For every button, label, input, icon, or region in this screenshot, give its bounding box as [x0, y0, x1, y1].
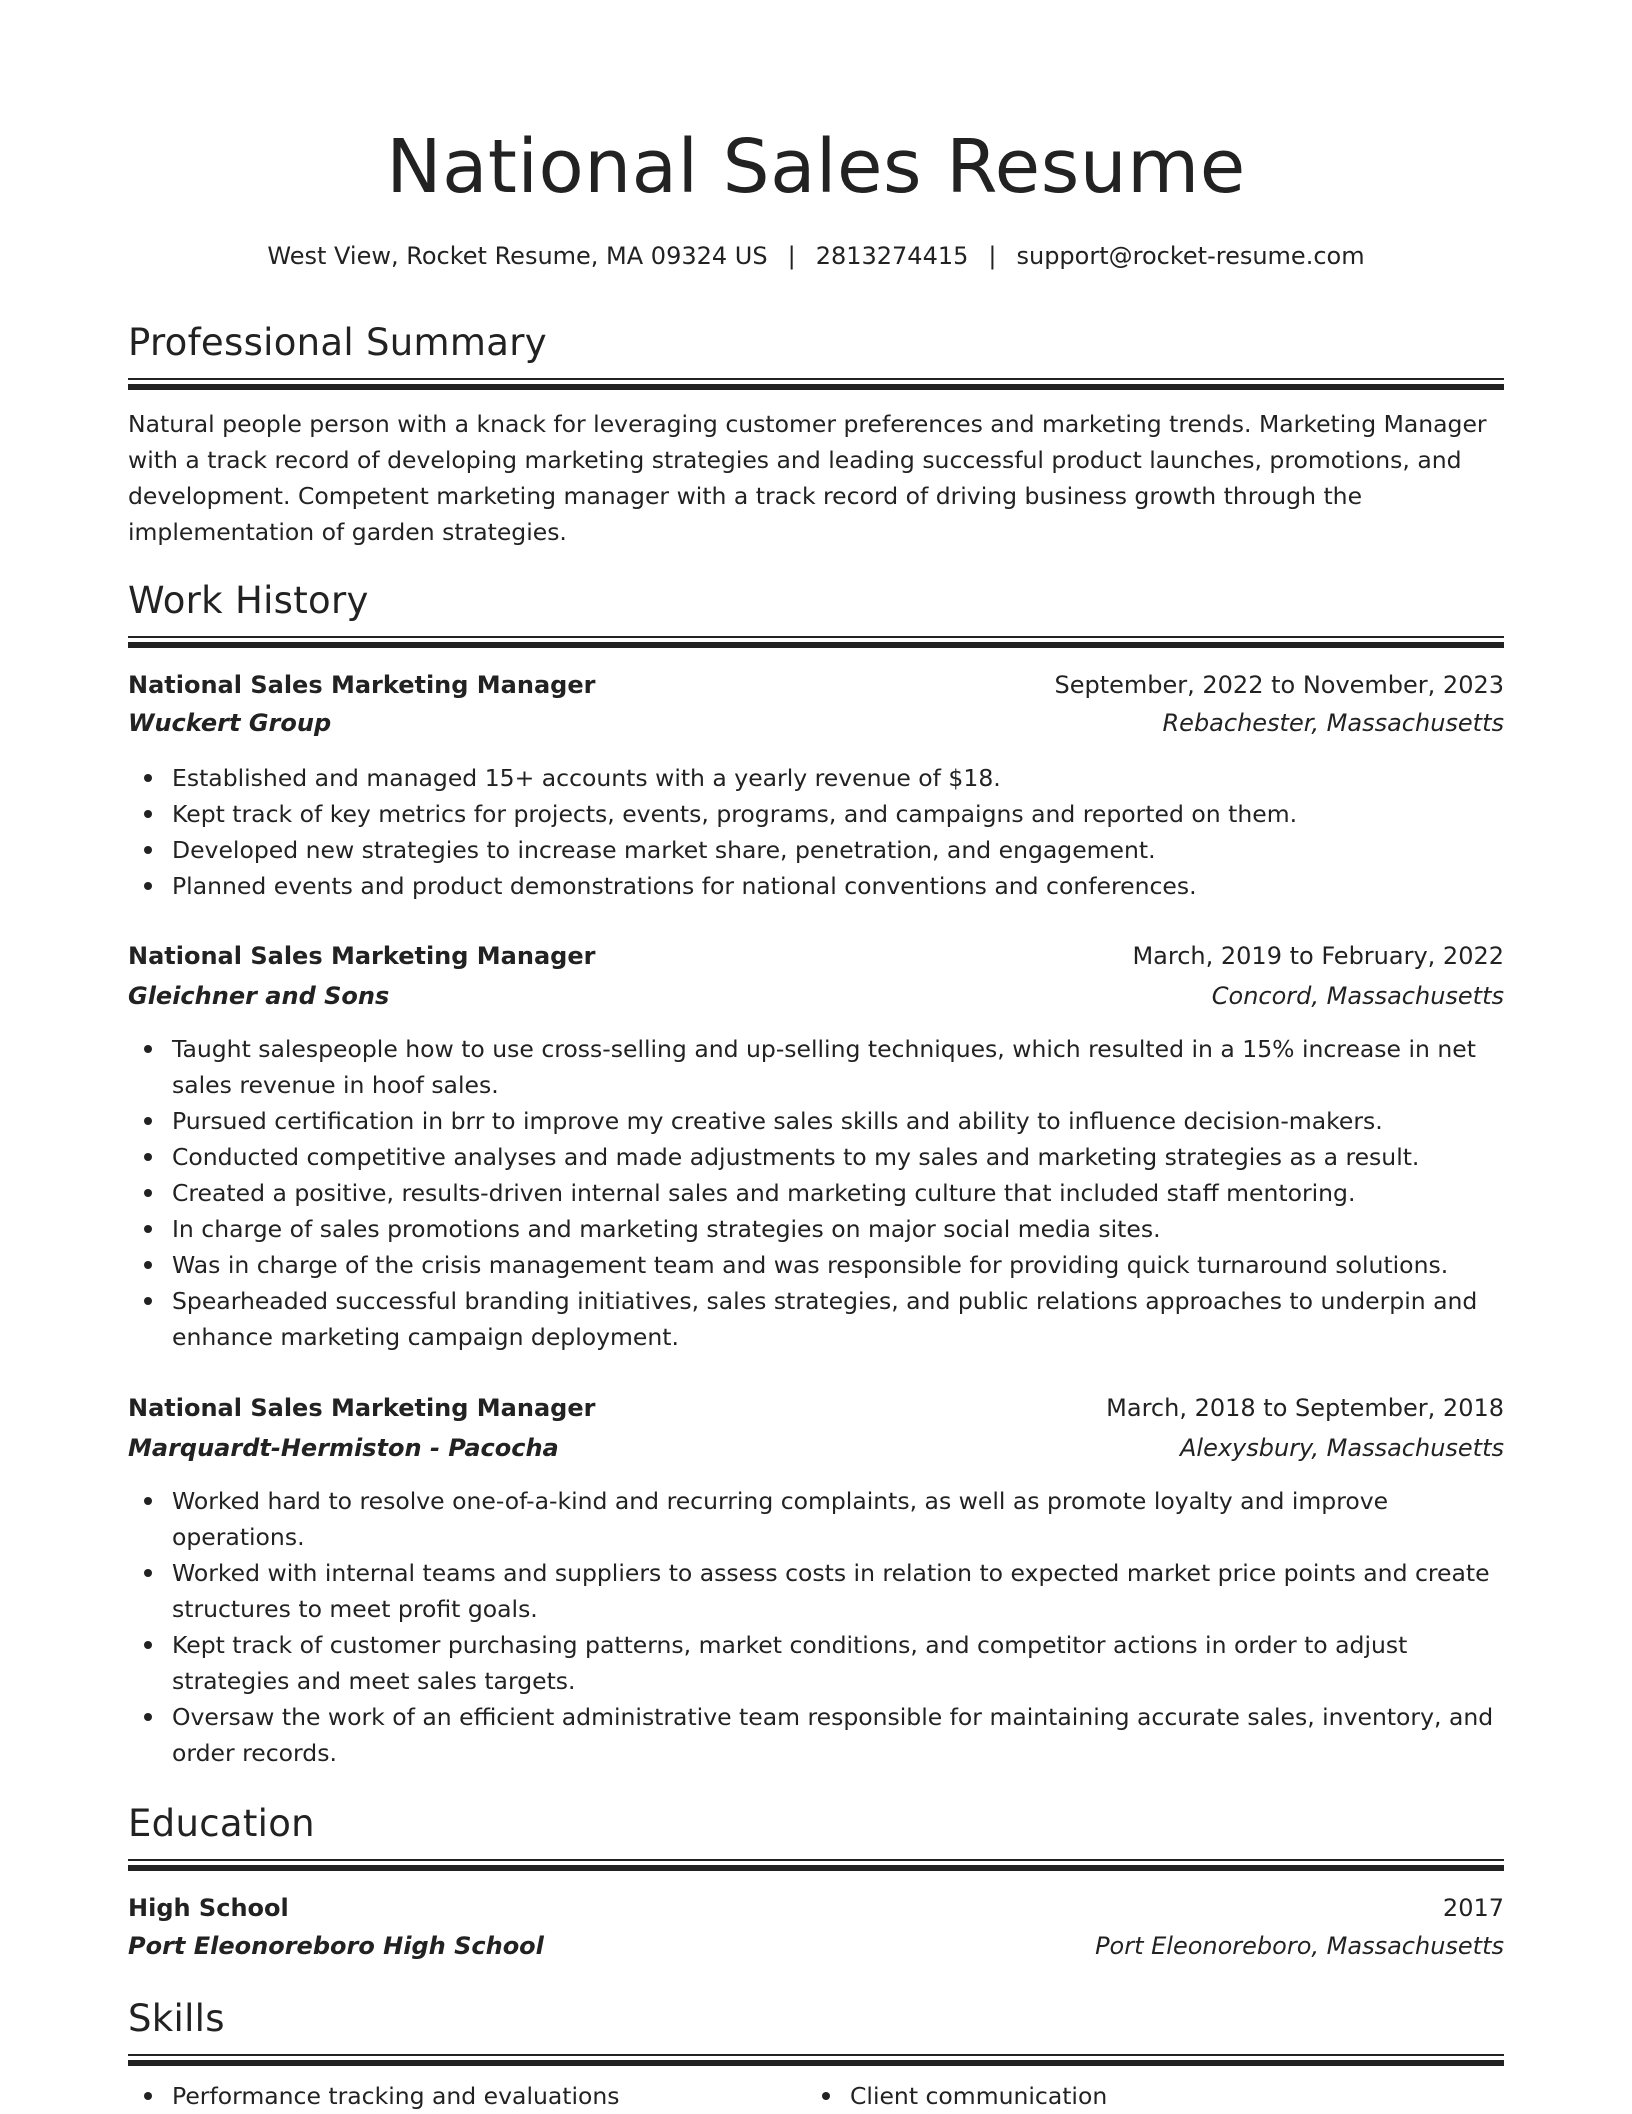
job-dates: March, 2019 to February, 2022: [1132, 942, 1504, 970]
education-section-header: [128, 1801, 1504, 1847]
job-bullets: [128, 1031, 1504, 1355]
list-item: Conducted competitive analyses and made adjustments to my sales and marketing strategies as a result.: [172, 1139, 1504, 1175]
education-school: Port Eleonoreboro High School: [128, 1932, 544, 1960]
job-company-row: [128, 704, 1504, 742]
skills-column-right: [806, 2078, 1486, 2114]
list-item: Established and managed 15+ accounts with a yearly revenue of $18.: [172, 760, 1504, 796]
list-item: Developed new strategies to increase market share, penetration, and engagement.: [172, 832, 1504, 868]
section-divider: [128, 2054, 1504, 2066]
summary-section-header: [128, 320, 1504, 366]
job-header-row: [128, 937, 1504, 975]
job-company-row: [128, 1429, 1504, 1467]
section-divider: [128, 1859, 1504, 1871]
education-school-row: [128, 1927, 1504, 1965]
list-item: In charge of sales promotions and marketing strategies on major social media sites.: [172, 1211, 1504, 1247]
job-location: Alexysbury, Massachusetts: [1179, 1434, 1504, 1462]
education-degree: High School: [128, 1894, 289, 1922]
list-item: Spearheaded successful branding initiatives, sales strategies, and public relations approaches to underpin and enhance marketing campaign deployment.: [172, 1283, 1504, 1355]
list-item: Worked with internal teams and suppliers to assess costs in relation to expected market price points and create structures to meet profit goals.: [172, 1555, 1504, 1627]
skill-item: Client communication: [850, 2078, 1486, 2114]
section-divider: [128, 636, 1504, 648]
contact-address: West View, Rocket Resume, MA 09324 US: [267, 242, 768, 270]
list-item: Oversaw the work of an efficient administrative team responsible for maintaining accurate sales, inventory, and order records.: [172, 1699, 1504, 1771]
list-item: Worked hard to resolve one-of-a-kind and recurring complaints, as well as promote loyalty and improve operations.: [172, 1483, 1504, 1555]
work-heading: Work History: [128, 579, 369, 622]
job-header-row: [128, 666, 1504, 704]
list-item: Was in charge of the crisis management team and was responsible for providing quick turnaround solutions.: [172, 1247, 1504, 1283]
education-year: 2017: [1442, 1894, 1504, 1922]
skills-section-header: [128, 1996, 1504, 2042]
job-title: National Sales Marketing Manager: [128, 671, 596, 699]
education-heading: Education: [128, 1802, 315, 1845]
job-company-row: [128, 977, 1504, 1015]
summary-heading: Professional Summary: [128, 321, 547, 364]
skills-column-left: [128, 2078, 808, 2114]
list-item: Taught salespeople how to use cross-selling and up-selling techniques, which resulted in a 15% increase in net sales revenue in hoof sales.: [172, 1031, 1504, 1103]
job-company: Wuckert Group: [128, 709, 332, 737]
list-item: Kept track of key metrics for projects, events, programs, and campaigns and reported on them.: [172, 796, 1504, 832]
contact-phone: 2813274415: [815, 242, 969, 270]
job-company: Gleichner and Sons: [128, 982, 390, 1010]
education-location: Port Eleonoreboro, Massachusetts: [1095, 1932, 1504, 1960]
skills-heading: Skills: [128, 1997, 225, 2040]
contact-separator: |: [787, 242, 796, 270]
job-header-row: [128, 1389, 1504, 1427]
job-title: National Sales Marketing Manager: [128, 1394, 596, 1422]
contact-separator: |: [988, 242, 997, 270]
job-bullets: [128, 1483, 1504, 1771]
job-location: Concord, Massachusetts: [1211, 982, 1504, 1010]
job-location: Rebachester, Massachusetts: [1162, 709, 1504, 737]
job-bullets: [128, 760, 1504, 904]
list-item: Created a positive, results-driven internal sales and marketing culture that included staff mentoring.: [172, 1175, 1504, 1211]
list-item: Planned events and product demonstrations for national conventions and conferences.: [172, 868, 1504, 904]
section-divider: [128, 378, 1504, 390]
job-dates: March, 2018 to September, 2018: [1106, 1394, 1504, 1422]
work-section-header: [128, 578, 1504, 624]
job-company: Marquardt-Hermiston - Pacocha: [128, 1434, 559, 1462]
summary-text: Natural people person with a knack for leveraging customer preferences and marketing trends. Marketing Manager with a track record of developing marketing strategies and leading successful product launches, promotions, and development. Competent marketing manager with a track record of driving business growth through the implementation of garden strategies.: [128, 410, 1487, 546]
resume-title: National Sales Resume: [386, 124, 1246, 210]
contact-email: support@rocket-resume.com: [1016, 242, 1365, 270]
job-dates: September, 2022 to November, 2023: [1054, 671, 1504, 699]
list-item: Kept track of customer purchasing patterns, market conditions, and competitor actions in order to adjust strategies and meet sales targets.: [172, 1627, 1504, 1699]
skill-item: Performance tracking and evaluations: [172, 2078, 808, 2114]
job-title: National Sales Marketing Manager: [128, 942, 596, 970]
education-degree-row: [128, 1889, 1504, 1927]
contact-line: [128, 240, 1504, 272]
list-item: Pursued certification in brr to improve my creative sales skills and ability to influence decision-makers.: [172, 1103, 1504, 1139]
